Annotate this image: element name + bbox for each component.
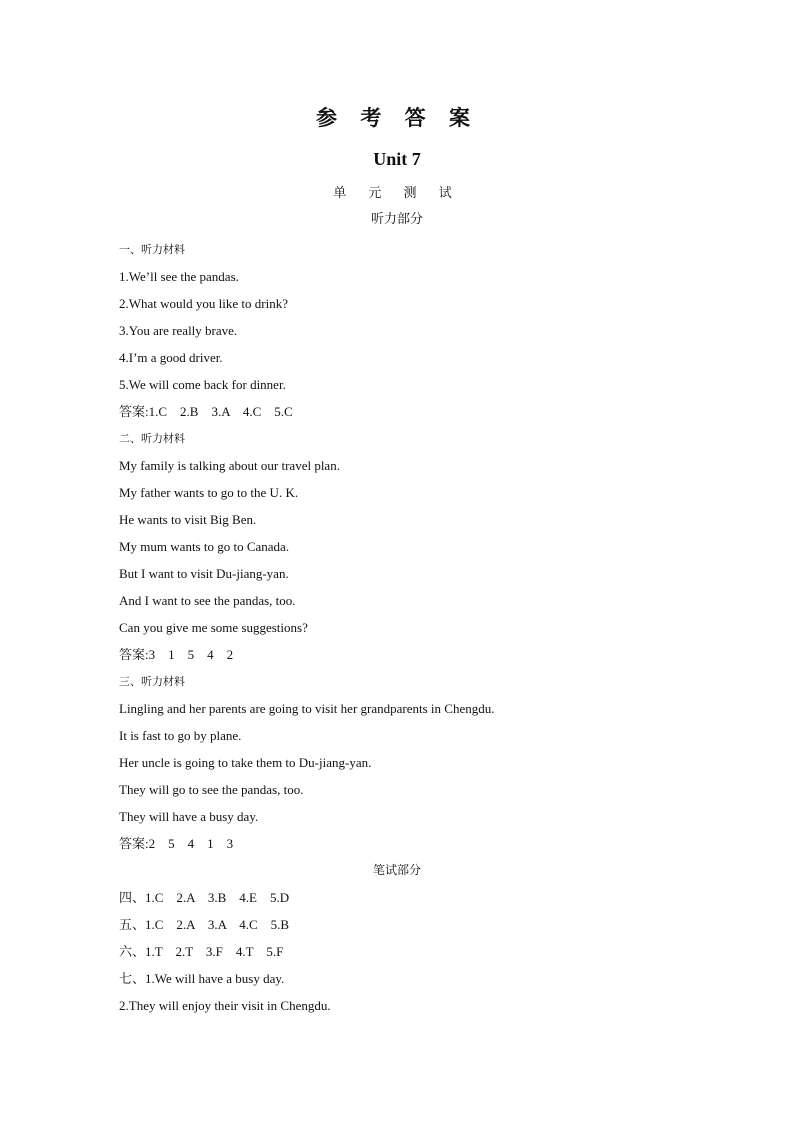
text-line: Lingling and her parents are going to visit her grandparents in Chengdu.: [119, 701, 495, 716]
text-line: 5.We will come back for dinner.: [119, 377, 286, 392]
text-line: My mum wants to go to Canada.: [119, 539, 290, 554]
answer-line: 四、1.C 2.A 3.B 4.E 5.D: [119, 890, 290, 905]
unit-heading: Unit 7: [373, 149, 421, 169]
text-line: 3.You are really brave.: [119, 323, 238, 338]
answer-line: 五、1.C 2.A 3.A 4.C 5.B: [119, 917, 290, 932]
answer-line: 七、1.We will have a busy day.: [119, 971, 285, 986]
text-line: It is fast to go by plane.: [119, 728, 242, 743]
text-line: And I want to see the pandas, too.: [119, 593, 296, 608]
text-line: My family is talking about our travel plan.: [119, 458, 340, 473]
text-line: But I want to visit Du-jiang-yan.: [119, 566, 289, 581]
text-line: They will have a busy day.: [119, 809, 259, 824]
text-line: 1.We’ll see the pandas.: [119, 269, 239, 284]
section-label-1: 一、听力材料: [119, 243, 185, 256]
page-title: 参 考 答 案: [316, 105, 478, 130]
answer-line: 答案:1.C 2.B 3.A 4.C 5.C: [119, 404, 293, 419]
answer-line: 六、1.T 2.T 3.F 4.T 5.F: [119, 944, 284, 959]
answer-lines: [119, 236, 719, 1019]
listening-part-heading: 听力部分: [370, 212, 423, 227]
text-line: He wants to visit Big Ben.: [119, 512, 257, 527]
text-line: 2.They will enjoy their visit in Chengdu.: [119, 998, 331, 1013]
text-line: 2.What would you like to drink?: [119, 296, 288, 311]
text-line: They will go to see the pandas, too.: [119, 782, 304, 797]
text-line: Her uncle is going to take them to Du-jiang-yan.: [119, 755, 372, 770]
section-label-2: 二、听力材料: [119, 432, 185, 445]
answer-line: 答案:2 5 4 1 3: [119, 836, 234, 851]
answer-line: 答案:3 1 5 4 2: [119, 647, 234, 662]
written-part-heading: 笔试部分: [372, 863, 421, 877]
section-test-heading: 单 元 测 试: [333, 186, 461, 201]
text-line: Can you give me some suggestions?: [119, 620, 308, 635]
section-label-3: 三、听力材料: [119, 675, 185, 688]
text-line: 4.I’m a good driver.: [119, 350, 223, 365]
text-line: My father wants to go to the U. K.: [119, 485, 299, 500]
